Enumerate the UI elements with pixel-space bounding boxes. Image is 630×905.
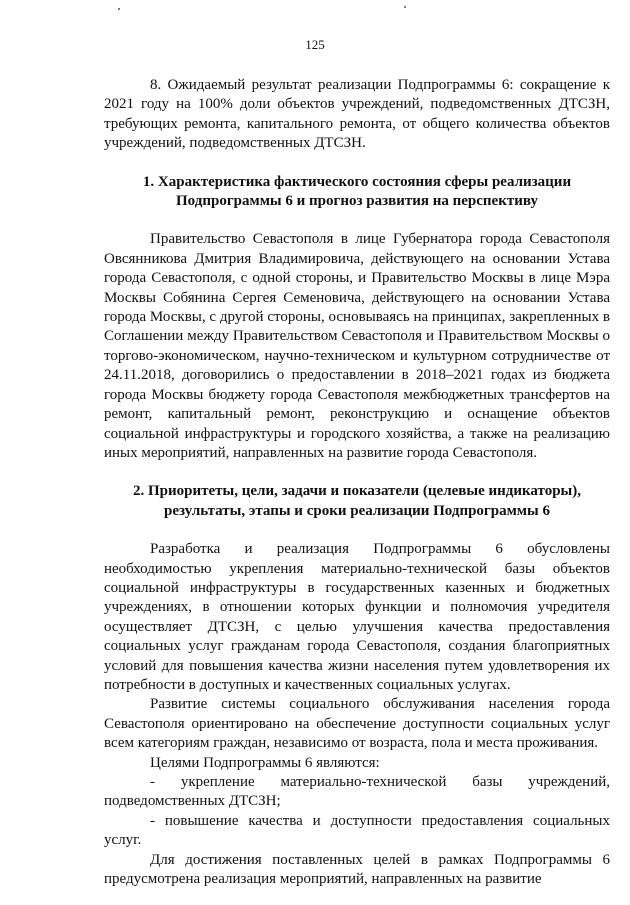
paragraph-goals-intro: Целями Подпрограммы 6 являются: [150,754,380,771]
paragraph-activities: Для достижения поставленных целей в рамках Подпрограммы 6 предусмотрена реализация мероприятий, направленных на развитие [104,851,610,888]
section-2-heading-line2: результаты, этапы и сроки реализации Подпрограммы 6 [164,502,550,519]
list-item-goal-1: - укрепление материально-технической базы учреждений, подведомственных ДТСЗН; [104,774,610,810]
section-1-heading [104,173,610,212]
page-number: 125 [305,37,325,52]
scan-speck [404,6,406,8]
paragraph-development: Разработка и реализация Подпрограммы 6 обусловлены необходимостью укрепления материально-технической базы объектов социальной инфраструктуры в государственных казенных и бюджетных учреждениях, в отношении которых функции и полномочия учредителя осуществляет ДТСЗН, с целью улучшения качества предоставления социальных услуг гражданам города Севастополя, создания благоприятных условий для повышения качества жизни населения путем удовлетворения их потребности в доступных и качественных социальных услугах. [104,541,610,693]
paragraph-agreement: Правительство Севастополя в лице Губернатора города Севастополя Овсянникова Дмитрия Владимировича, действующего на основании Устава города Севастополя, с одной стороны, и Правительство Москвы в лице Мэра Москвы Собянина Сергея Семеновича, действующего на основании Устава города Москвы, с другой стороны, основываясь на принципах, закрепленных в Соглашении между Правительством Севастополя и Правительством Москвы о торгово-экономическом, научно-техническом и культурном сотрудничестве от 24.11.2018, договорились о предоставлении в 2018–2021 годах из бюджета города Москвы бюджету города Севастополя межбюджетных трансфертов на ремонт, капитальный ремонт, реконструкцию и оснащение объектов социальной инфраструктуры и городского хозяйства, а также на реализацию иных мероприятий, направленных на развитие города Севастополя. [104,231,610,461]
section-1-heading-line2: Подпрограммы 6 и прогноз развития на перспективу [176,193,538,210]
section-1-heading-line1: 1. Характеристика фактического состояния сферы реализации [142,173,572,190]
document-body [104,76,610,889]
paragraph-expected-result: 8. Ожидаемый результат реализации Подпрограммы 6: сокращение к 2021 году на 100% доли объектов учреждений, подведомственных ДТСЗН, требующих ремонта, капитального ремонта, от общего количества объектов учреждений, подведомственных ДТСЗН. [104,77,610,152]
section-2-heading [104,482,610,521]
section-2-heading-line1: 2. Приоритеты, цели, задачи и показатели (целевые индикаторы), [133,483,581,500]
paragraph-social-service: Развитие системы социального обслуживания населения города Севастополя ориентировано на обеспечение доступности социальных услуг всем категориям граждан, независимо от возраста, пола и места проживания. [104,696,610,752]
list-item-goal-2: - повышение качества и доступности предоставления социальных услуг. [104,812,610,849]
scan-speck [118,8,120,10]
